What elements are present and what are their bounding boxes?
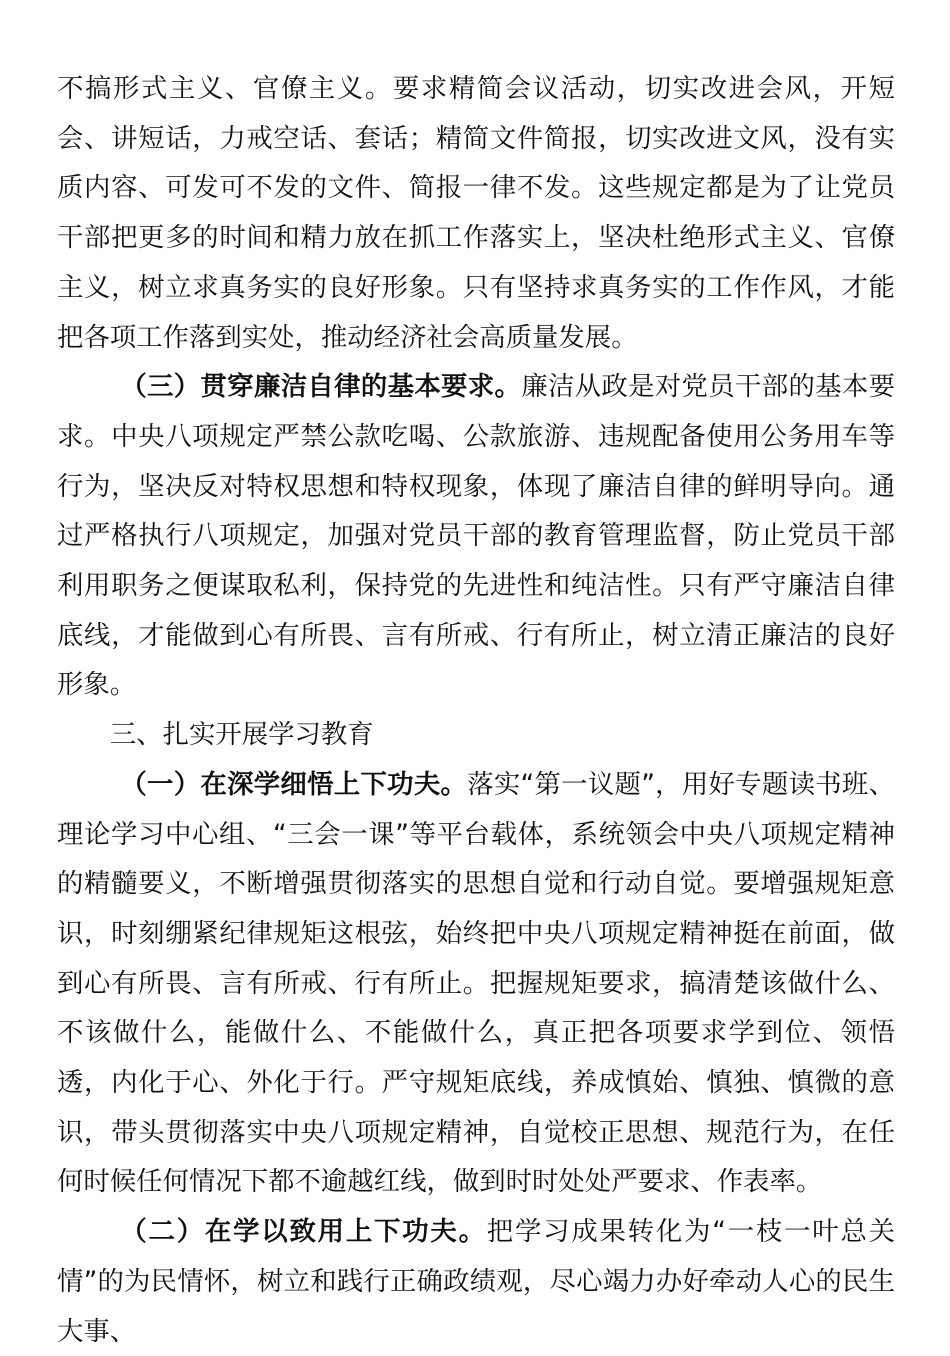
paragraph-text: 把学习成果转化为“一枝一叶总关情”的为民情怀，树立和践行正确政绩观，尽心竭力办好牵动人心的民生大事、 xyxy=(57,1216,896,1347)
section-heading xyxy=(57,710,895,760)
paragraph-lead: （三）贯穿廉洁自律的基本要求。 xyxy=(120,371,522,403)
paragraph-text: 廉洁从政是对党员干部的基本要求。中央八项规定严禁公款吃喝、公款旅游、违规配备使用公务用车等行为，坚决反对特权思想和特权现象，体现了廉洁自律的鲜明导向。通过严格执行八项规定，加强对党员干部的教育管理监督，防止党员干部利用职务之便谋取私利，保持党的先进性和纯洁性。只有严守廉洁自律底线，才能做到心有所畏、言有所戒、行有所止，树立清正廉洁的良好形象。 xyxy=(57,371,896,701)
paragraph-apply-learning xyxy=(57,1207,895,1356)
paragraph-continuation xyxy=(57,64,895,362)
paragraph-deep-study xyxy=(57,760,895,1207)
document-page xyxy=(57,64,895,1356)
paragraph-lead: （二）在学以致用上下功夫。 xyxy=(120,1216,487,1248)
paragraph-integrity-requirement xyxy=(57,362,895,710)
paragraph-text: 不搞形式主义、官僚主义。要求精简会议活动，切实改进会风，开短会、讲短话，力戒空话、套话；精简文件简报，切实改进文风，没有实质内容、可发可不发的文件、简报一律不发。这些规定都是为了让党员干部把更多的时间和精力放在抓工作落实上，坚决杜绝形式主义、官僚主义，树立求真务实的良好形象。只有坚持求真务实的工作作风，才能把各项工作落到实处，推动经济社会高质量发展。 xyxy=(57,73,895,353)
paragraph-text: 落实“第一议题”，用好专题读书班、理论学习中心组、“三会一课”等平台载体，系统领会中央八项规定精神的精髓要义，不断增强贯彻落实的思想自觉和行动自觉。要增强规矩意识，时刻绷紧纪律规矩这根弦，始终把中央八项规定精神挺在前面，做到心有所畏、言有所戒、行有所止。把握规矩要求，搞清楚该做什么、不该做什么，能做什么、不能做什么，真正把各项要求学到位、领悟透，内化于心、外化于行。严守规矩底线，养成慎始、慎独、慎微的意识，带头贯彻落实中央八项规定精神，自觉校正思想、规范行为，在任何时候任何情况下都不逾越红线，做到时时处处严要求、作表率。 xyxy=(57,768,896,1198)
paragraph-lead: （一）在深学细悟上下功夫。 xyxy=(120,768,468,800)
section-heading-text: 三、扎实开展学习教育 xyxy=(109,719,374,751)
